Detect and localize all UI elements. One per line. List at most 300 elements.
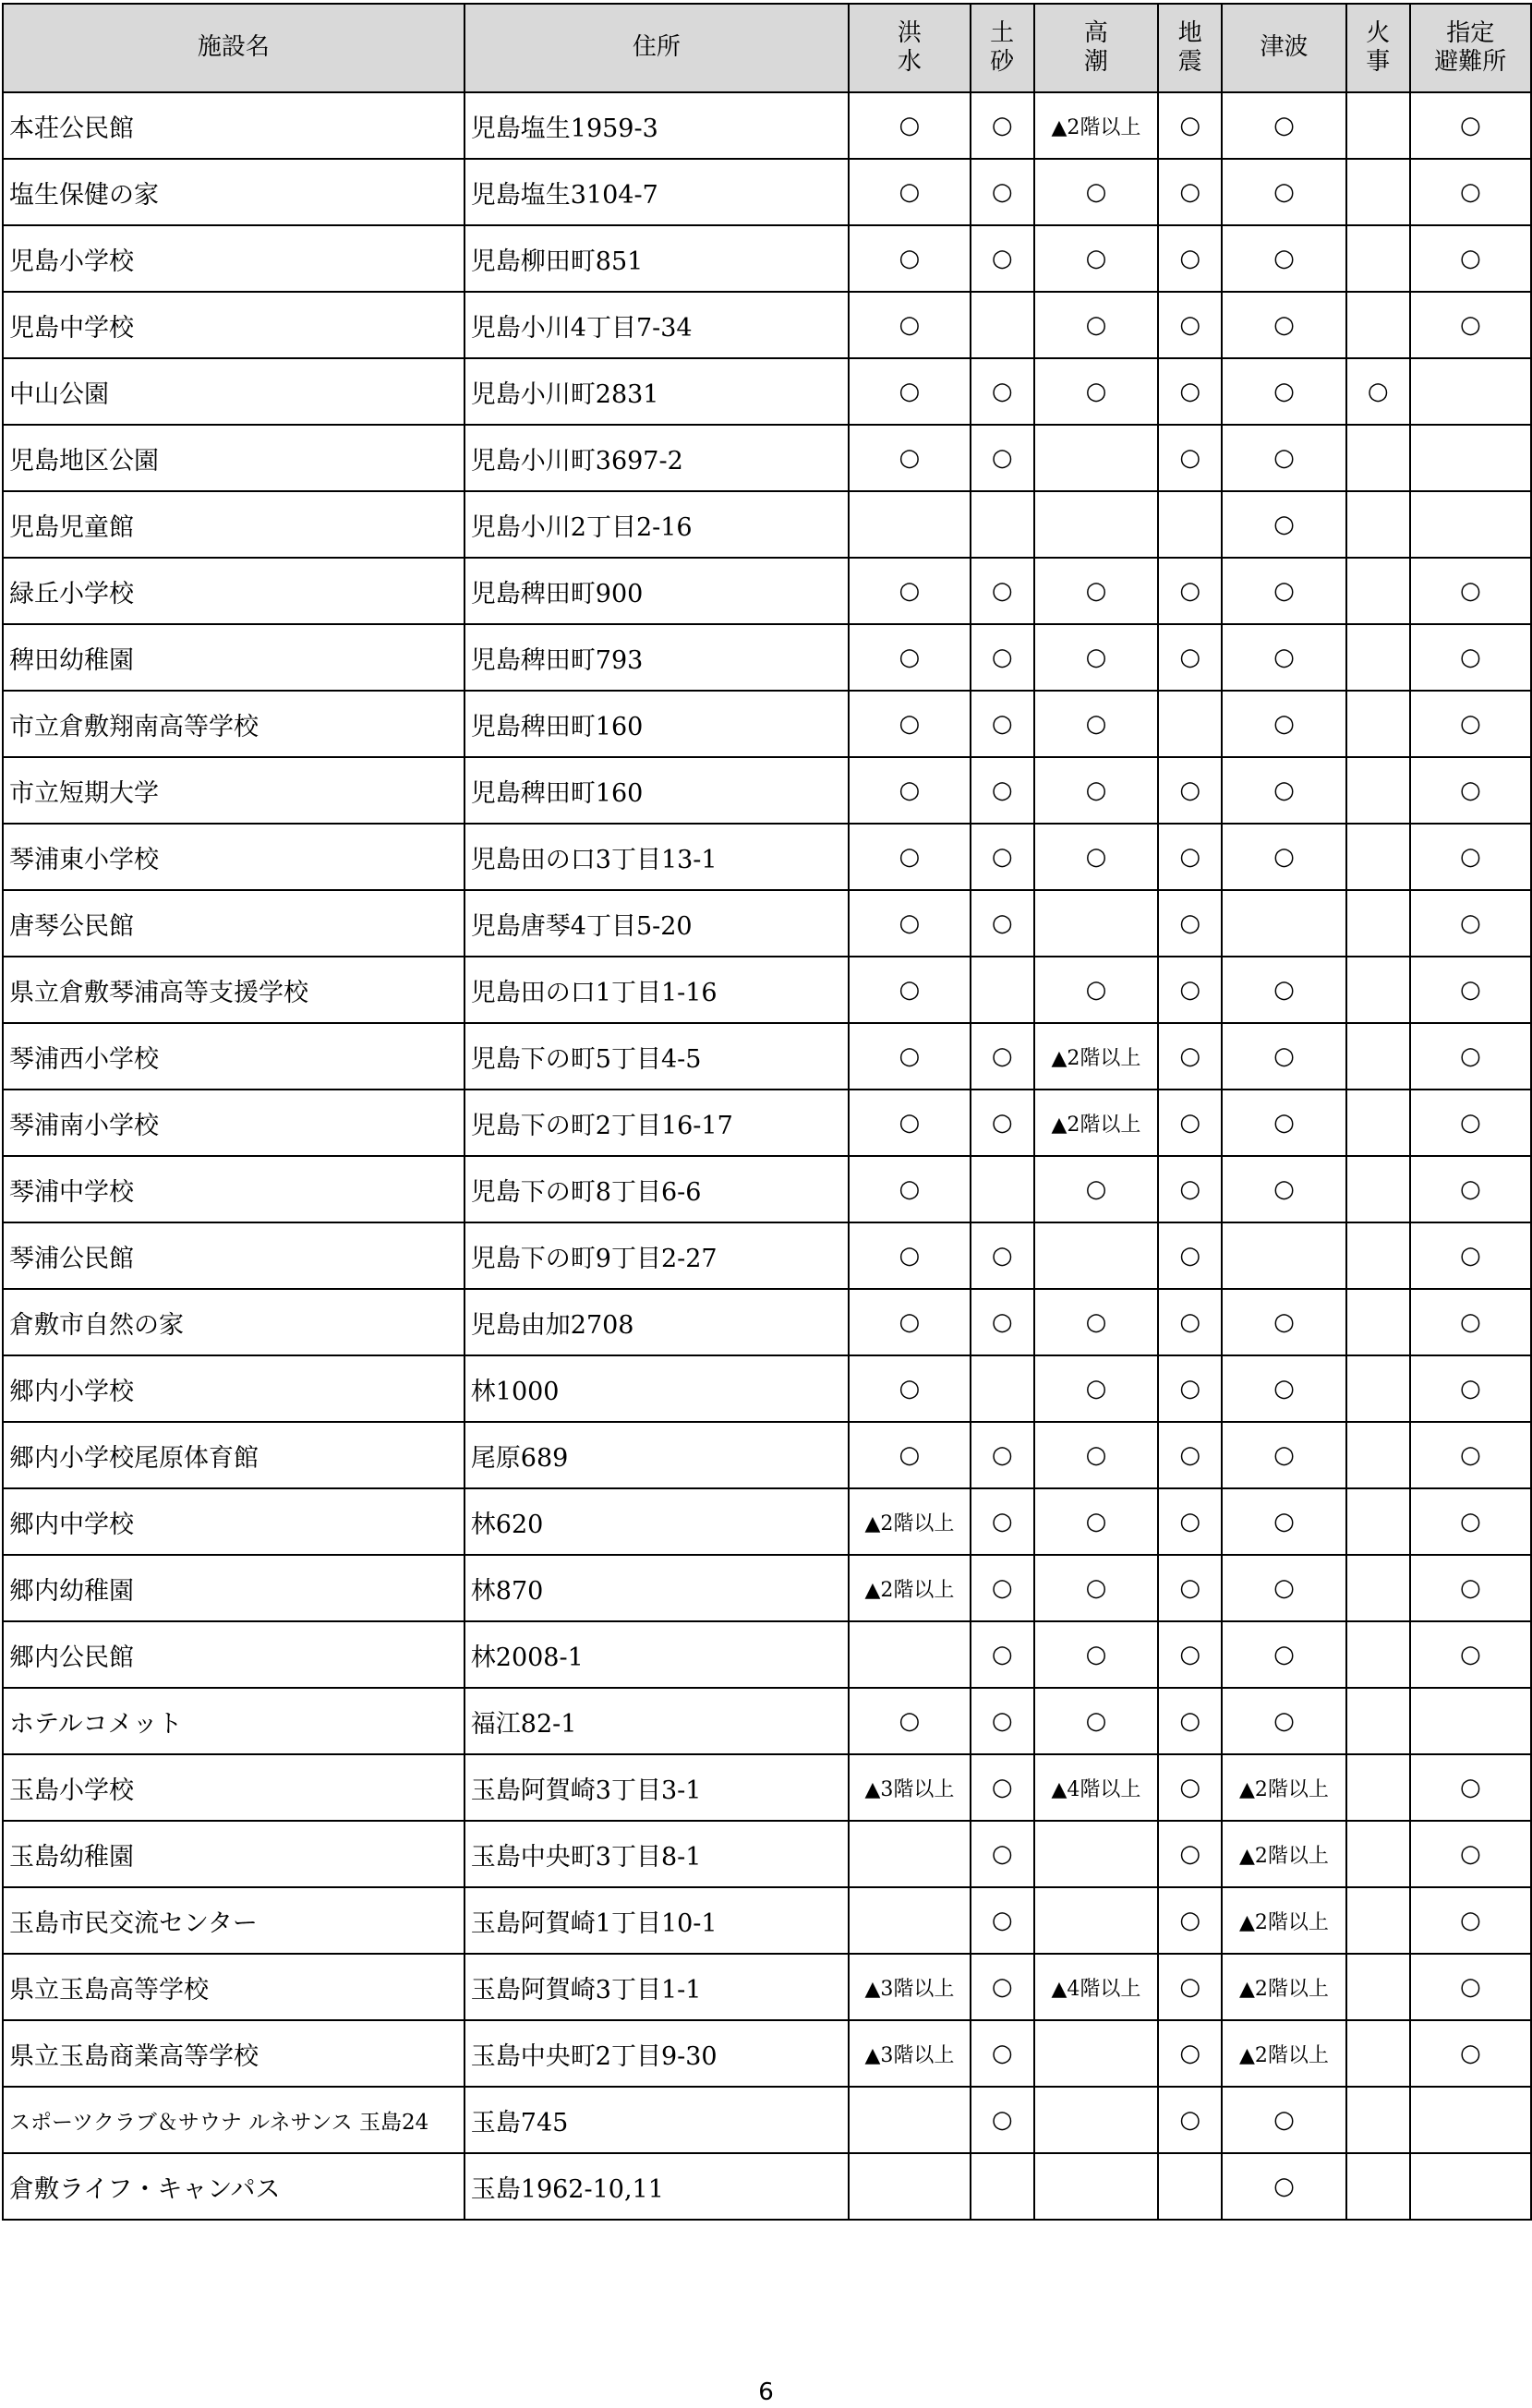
table-row [3,92,1531,159]
facility-name-cell: 琴浦西小学校 [3,1023,464,1090]
fire-cell [1346,292,1410,358]
storm-surge-cell: ▲2階以上 [1034,1023,1159,1090]
landslide-cell [971,1156,1034,1222]
earthquake-cell: ○ [1158,1023,1222,1090]
fire-cell [1346,624,1410,691]
facility-name-cell: スポーツクラブ＆サウナ ルネサンス 玉島24 [3,2087,464,2153]
designated-shelter-cell: ○ [1410,292,1531,358]
earthquake-cell: ○ [1158,225,1222,292]
facility-name-cell: 児島小学校 [3,225,464,292]
address-cell: 児島小川町3697-2 [464,425,849,491]
address-cell: 児島柳田町851 [464,225,849,292]
facility-name-cell: 稗田幼稚園 [3,624,464,691]
designated-shelter-cell: ○ [1410,824,1531,890]
address-cell: 林620 [464,1488,849,1555]
landslide-cell: ○ [971,691,1034,757]
designated-shelter-cell [1410,1688,1531,1754]
table-row [3,1754,1531,1821]
earthquake-cell: ○ [1158,92,1222,159]
flood-cell: ○ [849,757,971,824]
header-flood: 洪 水 [849,4,971,92]
designated-shelter-cell: ○ [1410,1621,1531,1688]
table-row [3,558,1531,624]
earthquake-cell: ○ [1158,1355,1222,1422]
header-facility-name: 施設名 [3,4,464,92]
storm-surge-cell: ○ [1034,1555,1159,1621]
fire-cell [1346,1156,1410,1222]
tsunami-cell: ○ [1222,225,1346,292]
address-cell: 林2008-1 [464,1621,849,1688]
address-cell: 玉島1962-10,11 [464,2153,849,2220]
header-row [3,4,1531,92]
landslide-cell: ○ [971,1289,1034,1355]
table-row [3,159,1531,225]
tsunami-cell: ▲2階以上 [1222,1821,1346,1887]
address-cell: 玉島阿賀崎3丁目1-1 [464,1954,849,2020]
designated-shelter-cell: ○ [1410,1355,1531,1422]
facility-name-cell: 玉島市民交流センター [3,1887,464,1954]
address-cell: 児島下の町8丁目6-6 [464,1156,849,1222]
designated-shelter-cell: ○ [1410,1222,1531,1289]
flood-cell: ○ [849,1090,971,1156]
table-row [3,1688,1531,1754]
flood-cell: ○ [849,1422,971,1488]
earthquake-cell: ○ [1158,1688,1222,1754]
landslide-cell [971,2153,1034,2220]
designated-shelter-cell: ○ [1410,757,1531,824]
earthquake-cell [1158,691,1222,757]
storm-surge-cell: ○ [1034,691,1159,757]
earthquake-cell: ○ [1158,2087,1222,2153]
tsunami-cell: ○ [1222,292,1346,358]
table-row [3,292,1531,358]
earthquake-cell: ○ [1158,425,1222,491]
facility-name-cell: 県立玉島商業高等学校 [3,2020,464,2087]
earthquake-cell: ○ [1158,1422,1222,1488]
facility-name-cell: 郷内中学校 [3,1488,464,1555]
designated-shelter-cell: ○ [1410,1887,1531,1954]
address-cell: 児島塩生1959-3 [464,92,849,159]
address-cell: 児島唐琴4丁目5-20 [464,890,849,957]
header-landslide: 土 砂 [971,4,1034,92]
flood-cell: ○ [849,691,971,757]
designated-shelter-cell: ○ [1410,1954,1531,2020]
table-row [3,824,1531,890]
tsunami-cell: ○ [1222,159,1346,225]
facility-name-cell: 郷内公民館 [3,1621,464,1688]
landslide-cell: ○ [971,824,1034,890]
facility-name-cell: 玉島幼稚園 [3,1821,464,1887]
fire-cell [1346,824,1410,890]
tsunami-cell: ○ [1222,1621,1346,1688]
tsunami-cell: ○ [1222,2153,1346,2220]
tsunami-cell: ○ [1222,1090,1346,1156]
flood-cell [849,1621,971,1688]
fire-cell [1346,1422,1410,1488]
earthquake-cell: ○ [1158,1821,1222,1887]
flood-cell: ○ [849,1355,971,1422]
earthquake-cell: ○ [1158,358,1222,425]
landslide-cell: ○ [971,1621,1034,1688]
landslide-cell: ○ [971,1887,1034,1954]
landslide-cell: ○ [971,757,1034,824]
earthquake-cell: ○ [1158,890,1222,957]
table-row [3,425,1531,491]
storm-surge-cell: ○ [1034,757,1159,824]
flood-cell [849,1887,971,1954]
earthquake-cell: ○ [1158,1555,1222,1621]
facility-name-cell: 緑丘小学校 [3,558,464,624]
tsunami-cell: ○ [1222,358,1346,425]
header-designated-shelter: 指定 避難所 [1410,4,1531,92]
storm-surge-cell [1034,1821,1159,1887]
tsunami-cell: ○ [1222,2087,1346,2153]
designated-shelter-cell [1410,358,1531,425]
table-row [3,2087,1531,2153]
landslide-cell: ○ [971,425,1034,491]
tsunami-cell: ○ [1222,624,1346,691]
storm-surge-cell [1034,2153,1159,2220]
tsunami-cell: ○ [1222,1355,1346,1422]
tsunami-cell: ○ [1222,1156,1346,1222]
facility-name-cell: 本荘公民館 [3,92,464,159]
landslide-cell: ○ [971,1488,1034,1555]
earthquake-cell: ○ [1158,1090,1222,1156]
storm-surge-cell: ○ [1034,957,1159,1023]
fire-cell [1346,2153,1410,2220]
address-cell: 児島塩生3104-7 [464,159,849,225]
page-number: 6 [758,2378,774,2406]
fire-cell [1346,1887,1410,1954]
storm-surge-cell: ○ [1034,1488,1159,1555]
fire-cell [1346,2020,1410,2087]
table-row [3,1289,1531,1355]
tsunami-cell: ○ [1222,558,1346,624]
designated-shelter-cell: ○ [1410,1555,1531,1621]
table-row [3,624,1531,691]
landslide-cell: ○ [971,92,1034,159]
earthquake-cell: ○ [1158,1954,1222,2020]
table-row [3,1555,1531,1621]
tsunami-cell: ▲2階以上 [1222,2020,1346,2087]
tsunami-cell: ▲2階以上 [1222,1754,1346,1821]
facility-name-cell: ホテルコメット [3,1688,464,1754]
landslide-cell: ○ [971,890,1034,957]
fire-cell [1346,558,1410,624]
landslide-cell: ○ [971,358,1034,425]
landslide-cell: ○ [971,159,1034,225]
table-row [3,1355,1531,1422]
earthquake-cell: ○ [1158,957,1222,1023]
flood-cell: ○ [849,1289,971,1355]
facility-name-cell: 唐琴公民館 [3,890,464,957]
table-row [3,1821,1531,1887]
earthquake-cell: ○ [1158,1887,1222,1954]
landslide-cell: ○ [971,1023,1034,1090]
flood-cell: ▲3階以上 [849,1754,971,1821]
address-cell: 児島田の口3丁目13-1 [464,824,849,890]
earthquake-cell: ○ [1158,1289,1222,1355]
storm-surge-cell: ○ [1034,1355,1159,1422]
table-row [3,1090,1531,1156]
facility-name-cell: 塩生保健の家 [3,159,464,225]
designated-shelter-cell [1410,425,1531,491]
header-earthquake: 地 震 [1158,4,1222,92]
landslide-cell [971,957,1034,1023]
tsunami-cell: ○ [1222,1488,1346,1555]
earthquake-cell: ○ [1158,292,1222,358]
landslide-cell: ○ [971,1222,1034,1289]
tsunami-cell [1222,1222,1346,1289]
facility-name-cell: 中山公園 [3,358,464,425]
designated-shelter-cell: ○ [1410,159,1531,225]
flood-cell: ○ [849,292,971,358]
fire-cell [1346,2087,1410,2153]
landslide-cell: ○ [971,1422,1034,1488]
storm-surge-cell [1034,2020,1159,2087]
facility-name-cell: 県立玉島高等学校 [3,1954,464,2020]
tsunami-cell: ○ [1222,824,1346,890]
facility-name-cell: 玉島小学校 [3,1754,464,1821]
fire-cell [1346,92,1410,159]
flood-cell: ○ [849,957,971,1023]
table-row [3,1887,1531,1954]
earthquake-cell: ○ [1158,1222,1222,1289]
designated-shelter-cell: ○ [1410,225,1531,292]
address-cell: 玉島阿賀崎3丁目3-1 [464,1754,849,1821]
designated-shelter-cell: ○ [1410,1488,1531,1555]
flood-cell: ○ [849,1222,971,1289]
fire-cell [1346,1688,1410,1754]
flood-cell: ○ [849,1688,971,1754]
facility-name-cell: 児島中学校 [3,292,464,358]
address-cell: 児島田の口1丁目1-16 [464,957,849,1023]
fire-cell [1346,1754,1410,1821]
fire-cell [1346,1023,1410,1090]
fire-cell [1346,225,1410,292]
fire-cell [1346,159,1410,225]
table-row [3,1156,1531,1222]
facility-name-cell: 児島地区公園 [3,425,464,491]
earthquake-cell: ○ [1158,824,1222,890]
flood-cell: ○ [849,824,971,890]
flood-cell: ○ [849,358,971,425]
tsunami-cell: ○ [1222,1422,1346,1488]
storm-surge-cell [1034,1222,1159,1289]
fire-cell [1346,691,1410,757]
storm-surge-cell: ○ [1034,1156,1159,1222]
facility-name-cell: 倉敷ライフ・キャンパス [3,2153,464,2220]
facility-name-cell: 琴浦南小学校 [3,1090,464,1156]
tsunami-cell: ○ [1222,757,1346,824]
fire-cell [1346,1090,1410,1156]
flood-cell: ○ [849,92,971,159]
landslide-cell: ○ [971,624,1034,691]
landslide-cell: ○ [971,1954,1034,2020]
address-cell: 児島下の町2丁目16-17 [464,1090,849,1156]
flood-cell: ▲3階以上 [849,2020,971,2087]
designated-shelter-cell: ○ [1410,1023,1531,1090]
storm-surge-cell: ○ [1034,558,1159,624]
flood-cell: ○ [849,558,971,624]
address-cell: 児島稗田町793 [464,624,849,691]
storm-surge-cell: ○ [1034,358,1159,425]
landslide-cell [971,1355,1034,1422]
address-cell: 児島下の町5丁目4-5 [464,1023,849,1090]
flood-cell: ○ [849,624,971,691]
header-tsunami: 津波 [1222,4,1346,92]
landslide-cell: ○ [971,1821,1034,1887]
tsunami-cell: ○ [1222,491,1346,558]
address-cell: 玉島中央町3丁目8-1 [464,1821,849,1887]
tsunami-cell: ○ [1222,691,1346,757]
table-row [3,691,1531,757]
fire-cell [1346,890,1410,957]
table-row [3,1422,1531,1488]
landslide-cell: ○ [971,1754,1034,1821]
landslide-cell: ○ [971,558,1034,624]
tsunami-cell [1222,890,1346,957]
landslide-cell: ○ [971,1555,1034,1621]
address-cell: 福江82-1 [464,1688,849,1754]
earthquake-cell: ○ [1158,2020,1222,2087]
flood-cell: ○ [849,425,971,491]
facility-name-cell: 児島児童館 [3,491,464,558]
designated-shelter-cell: ○ [1410,1289,1531,1355]
flood-cell: ○ [849,225,971,292]
table-row [3,2020,1531,2087]
tsunami-cell: ○ [1222,1688,1346,1754]
earthquake-cell: ○ [1158,159,1222,225]
designated-shelter-cell [1410,2087,1531,2153]
storm-surge-cell: ▲2階以上 [1034,1090,1159,1156]
flood-cell: ▲3階以上 [849,1954,971,2020]
fire-cell [1346,1954,1410,2020]
earthquake-cell: ○ [1158,1754,1222,1821]
tsunami-cell: ○ [1222,1555,1346,1621]
designated-shelter-cell: ○ [1410,1422,1531,1488]
storm-surge-cell: ○ [1034,292,1159,358]
storm-surge-cell: ○ [1034,1289,1159,1355]
evacuation-facility-table [2,3,1532,2221]
address-cell: 林870 [464,1555,849,1621]
designated-shelter-cell: ○ [1410,1156,1531,1222]
designated-shelter-cell: ○ [1410,92,1531,159]
designated-shelter-cell: ○ [1410,1754,1531,1821]
facility-name-cell: 市立短期大学 [3,757,464,824]
flood-cell [849,2087,971,2153]
storm-surge-cell [1034,425,1159,491]
landslide-cell: ○ [971,2087,1034,2153]
designated-shelter-cell: ○ [1410,1090,1531,1156]
landslide-cell: ○ [971,225,1034,292]
storm-surge-cell: ▲4階以上 [1034,1754,1159,1821]
table-row [3,1621,1531,1688]
address-cell: 児島下の町9丁目2-27 [464,1222,849,1289]
address-cell: 児島稗田町160 [464,757,849,824]
flood-cell: ○ [849,1023,971,1090]
designated-shelter-cell: ○ [1410,890,1531,957]
storm-surge-cell: ▲2階以上 [1034,92,1159,159]
table-row [3,491,1531,558]
storm-surge-cell [1034,890,1159,957]
tsunami-cell: ▲2階以上 [1222,1887,1346,1954]
earthquake-cell: ○ [1158,1621,1222,1688]
table-row [3,1488,1531,1555]
header-storm-surge: 高 潮 [1034,4,1159,92]
fire-cell [1346,1289,1410,1355]
facility-name-cell: 郷内小学校 [3,1355,464,1422]
address-cell: 玉島745 [464,2087,849,2153]
fire-cell [1346,957,1410,1023]
address-cell: 林1000 [464,1355,849,1422]
designated-shelter-cell: ○ [1410,691,1531,757]
storm-surge-cell [1034,1887,1159,1954]
designated-shelter-cell: ○ [1410,558,1531,624]
address-cell: 児島小川町2831 [464,358,849,425]
table-row [3,1954,1531,2020]
storm-surge-cell: ○ [1034,1621,1159,1688]
table-row [3,890,1531,957]
address-cell: 児島小川2丁目2-16 [464,491,849,558]
address-cell: 児島小川4丁目7-34 [464,292,849,358]
fire-cell [1346,491,1410,558]
flood-cell: ▲2階以上 [849,1555,971,1621]
facility-name-cell: 琴浦中学校 [3,1156,464,1222]
table-row [3,1023,1531,1090]
flood-cell [849,2153,971,2220]
flood-cell: ○ [849,1156,971,1222]
flood-cell: ○ [849,890,971,957]
landslide-cell: ○ [971,1688,1034,1754]
facility-name-cell: 琴浦東小学校 [3,824,464,890]
earthquake-cell [1158,491,1222,558]
tsunami-cell: ○ [1222,425,1346,491]
facility-name-cell: 郷内幼稚園 [3,1555,464,1621]
flood-cell: ▲2階以上 [849,1488,971,1555]
facility-name-cell: 県立倉敷琴浦高等支援学校 [3,957,464,1023]
facility-name-cell: 郷内小学校尾原体育館 [3,1422,464,1488]
storm-surge-cell: ○ [1034,159,1159,225]
storm-surge-cell: ○ [1034,824,1159,890]
designated-shelter-cell: ○ [1410,624,1531,691]
fire-cell [1346,1621,1410,1688]
earthquake-cell [1158,2153,1222,2220]
tsunami-cell: ○ [1222,1289,1346,1355]
address-cell: 玉島中央町2丁目9-30 [464,2020,849,2087]
designated-shelter-cell [1410,2153,1531,2220]
address-cell: 児島由加2708 [464,1289,849,1355]
designated-shelter-cell [1410,491,1531,558]
fire-cell [1346,1222,1410,1289]
tsunami-cell: ○ [1222,957,1346,1023]
fire-cell: ○ [1346,358,1410,425]
fire-cell [1346,1355,1410,1422]
designated-shelter-cell: ○ [1410,2020,1531,2087]
header-fire: 火 事 [1346,4,1410,92]
storm-surge-cell: ○ [1034,624,1159,691]
earthquake-cell: ○ [1158,757,1222,824]
earthquake-cell: ○ [1158,558,1222,624]
facility-name-cell: 倉敷市自然の家 [3,1289,464,1355]
table-row [3,1222,1531,1289]
address-cell: 玉島阿賀崎1丁目10-1 [464,1887,849,1954]
landslide-cell [971,292,1034,358]
designated-shelter-cell: ○ [1410,957,1531,1023]
earthquake-cell: ○ [1158,624,1222,691]
landslide-cell: ○ [971,2020,1034,2087]
tsunami-cell: ○ [1222,1023,1346,1090]
